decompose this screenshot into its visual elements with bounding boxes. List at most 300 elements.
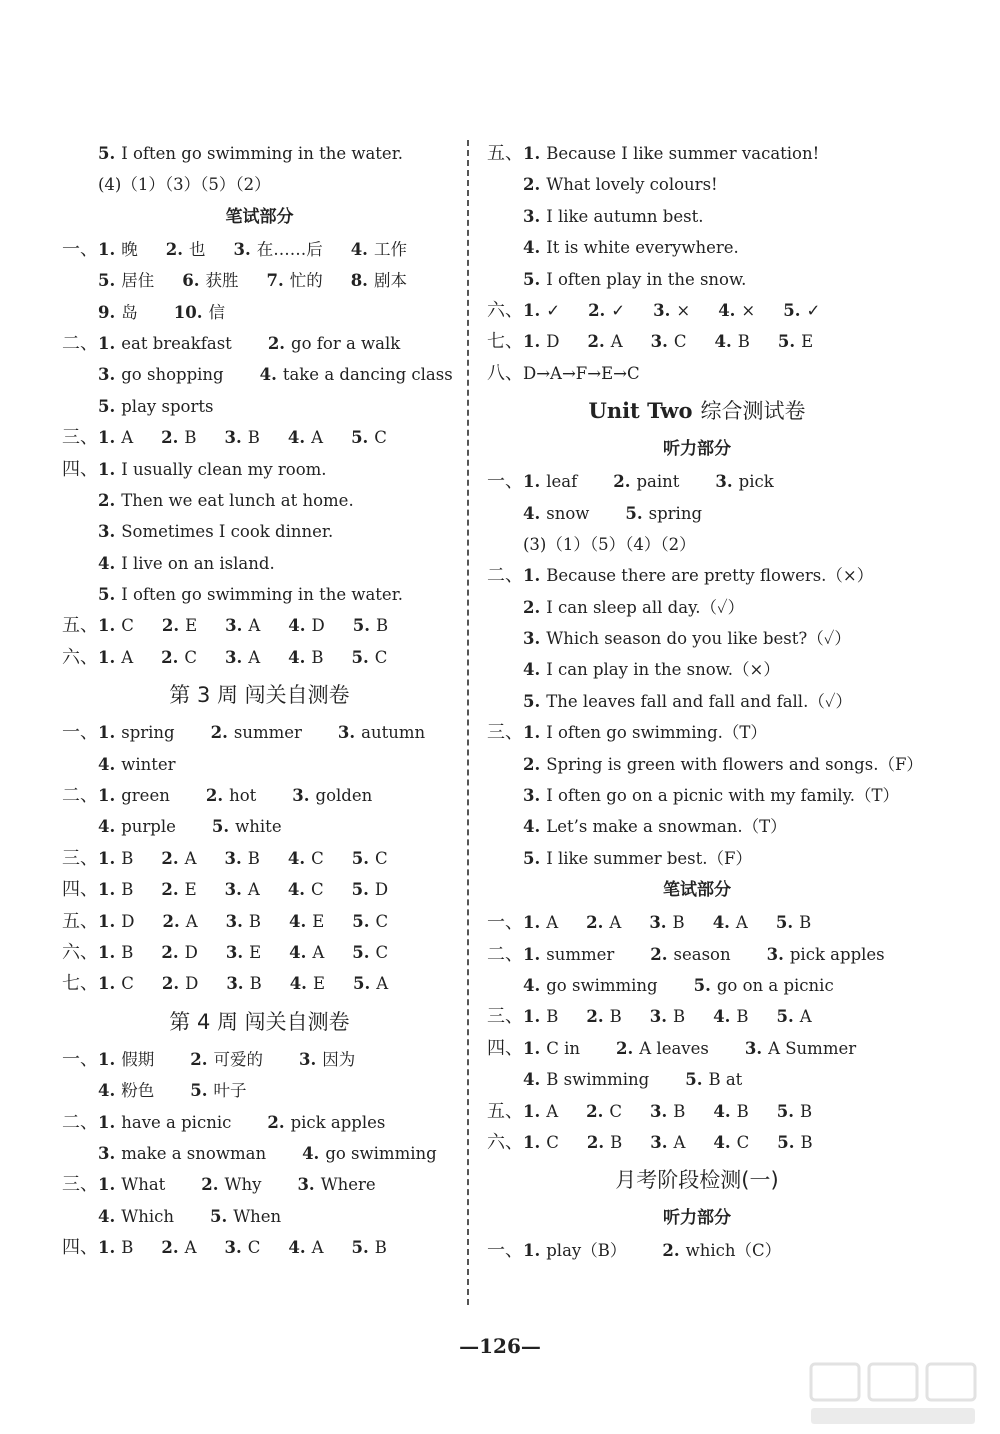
answer-item: [297, 1169, 375, 1200]
answer-item: [201, 1169, 261, 1200]
answer-text: go swimming: [546, 975, 658, 995]
item-number: 3.: [523, 629, 541, 649]
answer-line: [487, 295, 907, 326]
answer-text: ×: [676, 300, 691, 320]
answer-item: [653, 295, 690, 326]
item-number: 2.: [161, 974, 180, 994]
answer-item: [98, 138, 403, 169]
section-heading: 听力部分: [663, 1208, 731, 1229]
answer-text: ✓: [806, 300, 821, 320]
test-title-text: 第 4 周 闯关自测卷: [169, 1009, 350, 1034]
section-label: 三、: [487, 722, 523, 744]
answer-item: [225, 843, 260, 874]
answer-item: [289, 937, 324, 968]
answer-text: C in: [546, 1038, 581, 1058]
answer-item: [777, 1096, 812, 1127]
answer-text: C: [184, 647, 198, 667]
answer-item: [718, 295, 755, 326]
answer-line: [62, 485, 457, 516]
answer-text: The leaves fall and fall and fall.（✓）: [546, 691, 852, 711]
answer-text: spring: [121, 723, 175, 743]
answer-item: [206, 780, 256, 811]
answer-line: [487, 529, 907, 560]
answer-text: ✓: [546, 300, 561, 320]
item-number: 1.: [523, 1101, 541, 1121]
answer-item: [226, 906, 261, 937]
answer-item: [161, 843, 196, 874]
answer-item: [523, 939, 614, 970]
answer-text: B: [800, 1101, 813, 1121]
item-number: 1.: [98, 647, 116, 667]
answer-text: eat breakfast: [121, 333, 232, 353]
answer-text: (4)（1）（3）（5）（2）: [98, 175, 271, 195]
answer-text: A: [311, 428, 324, 448]
section-label: 三、: [487, 1006, 523, 1028]
item-number: 2.: [161, 428, 179, 448]
answer-text: play（B）: [546, 1241, 627, 1261]
section-label: 四、: [62, 1237, 98, 1259]
answer-text: 晚: [121, 239, 138, 259]
answer-item: [98, 391, 213, 422]
answer-line: [487, 780, 907, 811]
answer-item: [161, 874, 196, 905]
answer-item: [166, 234, 206, 265]
answer-item: [98, 328, 232, 359]
answer-text: B: [546, 1007, 559, 1027]
answer-text: 忙的: [289, 271, 323, 291]
answer-item: [352, 843, 388, 874]
answer-text: I often go swimming in the water.: [121, 144, 404, 163]
answer-text: white: [235, 817, 282, 837]
section-label: 一、: [62, 1048, 98, 1070]
answer-text: 也: [188, 239, 206, 259]
section-label: 一、: [62, 238, 98, 260]
answer-text: go on a picnic: [716, 975, 834, 995]
answer-item: [713, 1001, 748, 1032]
watermark-logo: [807, 1360, 982, 1430]
item-number: 4.: [523, 660, 541, 680]
answer-text: D: [184, 942, 198, 962]
item-number: 1.: [98, 459, 116, 479]
answer-text: It is white everywhere.: [546, 238, 739, 258]
answer-item: [212, 811, 282, 842]
right-column: [487, 138, 923, 1267]
section-label: 二、: [62, 785, 98, 807]
answer-text: I can sleep all day.（✓）: [546, 597, 745, 617]
answer-text: A: [546, 1101, 559, 1121]
item-number: 2.: [523, 597, 541, 617]
item-number: 2.: [586, 913, 604, 933]
answer-item: [523, 1235, 626, 1266]
item-number: 5.: [98, 144, 116, 163]
answer-text: have a picnic: [121, 1112, 232, 1132]
item-number: 3.: [98, 1143, 116, 1163]
answer-item: [288, 642, 323, 673]
answer-line: [62, 138, 457, 169]
answer-item: [587, 1127, 622, 1158]
item-number: 1.: [98, 786, 116, 806]
answer-item: [351, 265, 407, 296]
answer-line: [62, 811, 457, 842]
answer-item: [268, 328, 400, 359]
answer-item: [650, 939, 730, 970]
section-label: 七、: [62, 973, 98, 995]
answer-text: pick apples: [290, 1112, 386, 1132]
answer-item: [226, 968, 261, 999]
answer-line: [487, 1064, 907, 1095]
answer-item: [586, 1096, 622, 1127]
answer-item: [523, 232, 739, 263]
item-number: 1.: [523, 144, 541, 163]
item-number: 3.: [337, 723, 356, 743]
answer-line: [487, 686, 907, 717]
item-number: 5.: [352, 942, 370, 962]
item-number: 3.: [649, 1007, 667, 1027]
answer-text: ✓: [611, 300, 626, 320]
answer-item: [98, 1138, 266, 1169]
section-label: 四、: [62, 458, 98, 480]
answer-item: [523, 358, 640, 389]
item-number: 1.: [98, 911, 116, 931]
item-number: 1.: [98, 723, 116, 743]
item-number: 1.: [523, 944, 541, 964]
answer-item: [523, 169, 718, 200]
answer-text: 因为: [322, 1049, 356, 1069]
answer-text: I often go swimming in the water.: [121, 585, 404, 605]
answer-text: 居住: [121, 271, 155, 291]
page-number-value: 126: [479, 1334, 521, 1358]
item-number: 3.: [233, 239, 251, 259]
test-title: [62, 673, 457, 717]
item-number: 5.: [777, 332, 796, 352]
item-number: 4.: [712, 913, 730, 933]
item-number: 5.: [352, 911, 370, 931]
item-number: 3.: [766, 944, 784, 964]
item-number: 3.: [744, 1038, 763, 1058]
item-number: 5.: [777, 1132, 795, 1152]
item-number: 3.: [224, 428, 242, 448]
answer-item: [98, 265, 154, 296]
answer-item: [299, 1044, 355, 1075]
answer-text: 获胜: [205, 271, 239, 291]
item-number: 5.: [211, 817, 230, 837]
answer-line: [62, 717, 457, 748]
answer-item: [523, 295, 560, 326]
answer-text: A Summer: [768, 1038, 857, 1058]
item-number: 2.: [586, 1132, 605, 1152]
answer-item: [190, 1075, 246, 1106]
answer-line: [62, 610, 457, 641]
answer-text: I often play in the snow.: [546, 269, 747, 289]
answer-item: [523, 623, 851, 654]
item-number: 4.: [259, 365, 277, 385]
item-number: 3.: [650, 1132, 668, 1152]
answer-item: [98, 749, 176, 780]
answer-text: winter: [121, 754, 176, 774]
item-number: 2.: [161, 848, 179, 868]
answer-line: [62, 749, 457, 780]
item-number: 5.: [351, 647, 369, 667]
test-title: [487, 1158, 907, 1202]
item-number: 4.: [288, 616, 306, 636]
answer-text: C: [374, 428, 387, 448]
answer-item: [288, 843, 324, 874]
answer-item: [98, 516, 333, 547]
item-number: 5.: [351, 428, 369, 448]
item-number: 1.: [523, 1038, 541, 1058]
answer-text: A: [185, 911, 198, 931]
answer-text: B: [737, 332, 750, 352]
answer-line: [487, 1096, 907, 1127]
item-number: 4.: [287, 848, 306, 868]
answer-item: [98, 359, 224, 390]
answer-item: [523, 907, 558, 938]
answer-item: [292, 780, 372, 811]
answer-text: E: [312, 911, 325, 931]
answer-text: B: [736, 1101, 749, 1121]
item-number: 2.: [613, 472, 631, 492]
item-number: 1.: [523, 1241, 541, 1261]
item-number: 2.: [210, 723, 228, 743]
answer-item: [523, 498, 589, 529]
answer-line: [62, 328, 457, 359]
item-number: 5.: [783, 300, 801, 320]
answer-line: [62, 265, 457, 296]
answer-text: hot: [229, 786, 257, 806]
item-number: 2.: [201, 1175, 219, 1195]
answer-line: [487, 939, 907, 970]
answer-item: [352, 906, 388, 937]
answer-item: [289, 906, 324, 937]
answer-item: [523, 686, 852, 717]
item-number: 1.: [98, 974, 116, 994]
item-number: 3.: [224, 1238, 242, 1258]
answer-text: Spring is green with flowers and songs.（F）: [546, 754, 923, 774]
answer-item: [713, 907, 748, 938]
answer-text: E: [249, 942, 262, 962]
answer-line: [487, 654, 907, 685]
answer-item: [523, 201, 703, 232]
answer-item: [288, 1232, 323, 1263]
answer-line: [62, 937, 457, 968]
answer-item: [651, 326, 687, 357]
answer-text: B: [248, 911, 261, 931]
answer-text: B: [311, 647, 324, 667]
answer-line: [62, 297, 457, 328]
answer-text: season: [673, 944, 731, 964]
answer-line: [487, 232, 907, 263]
answer-text: 工作: [373, 239, 407, 259]
answer-line: [487, 843, 907, 874]
item-number: 1.: [523, 913, 541, 933]
item-number: 3.: [225, 616, 243, 636]
answer-text: B: [799, 913, 812, 933]
answer-item: [233, 234, 322, 265]
item-number: 9.: [98, 302, 116, 322]
answer-item: [776, 907, 811, 938]
item-number: 2.: [161, 647, 179, 667]
answer-line: [487, 811, 907, 842]
answer-text: B: [121, 880, 134, 900]
section-label: 五、: [487, 143, 523, 164]
answer-text: pick: [738, 472, 774, 492]
item-number: 2.: [205, 786, 224, 806]
answer-item: [161, 642, 197, 673]
section-label: 三、: [62, 427, 98, 449]
answer-item: [260, 359, 453, 390]
answer-item: [715, 466, 773, 497]
item-number: 1.: [98, 333, 116, 353]
answer-text: snow: [546, 503, 590, 523]
answer-item: [98, 717, 175, 748]
answer-line: [62, 548, 457, 579]
answer-text: make a snowman: [121, 1143, 267, 1163]
answer-item: [225, 610, 260, 641]
answer-line: [62, 454, 457, 485]
answer-item: [98, 843, 133, 874]
answer-text: D: [546, 332, 560, 352]
answer-line: [487, 1001, 907, 1032]
answer-item: [190, 1044, 263, 1075]
answer-text: 假期: [121, 1049, 155, 1069]
answer-item: [98, 874, 133, 905]
item-number: 8.: [350, 271, 368, 291]
item-number: 2.: [161, 880, 179, 900]
answer-text: A: [184, 848, 197, 868]
item-number: 4.: [523, 238, 541, 258]
answer-line: [487, 1033, 907, 1064]
answer-line: [487, 169, 907, 200]
item-number: 4.: [523, 503, 541, 523]
answer-text: C: [374, 647, 388, 667]
item-number: 3.: [224, 848, 242, 868]
answer-text: A: [735, 913, 748, 933]
item-number: 4.: [713, 1132, 731, 1152]
test-title-text: 月考阶段检测(一): [615, 1168, 779, 1193]
item-number: 2.: [587, 332, 605, 352]
item-number: 5.: [523, 269, 541, 289]
answer-text: A: [247, 880, 260, 900]
answer-item: [523, 138, 819, 169]
answer-text: E: [185, 616, 198, 636]
answer-item: [523, 749, 923, 780]
item-number: 4.: [289, 911, 307, 931]
answer-text: 信: [208, 302, 225, 322]
item-number: 2.: [161, 616, 180, 636]
answer-line: [62, 422, 457, 453]
answer-item: [98, 906, 134, 937]
answer-item: [351, 422, 387, 453]
item-number: 1.: [98, 428, 116, 448]
item-number: 5.: [693, 975, 711, 995]
item-number: 5.: [685, 1070, 703, 1090]
answer-line: [487, 1235, 907, 1266]
item-number: 4.: [713, 1101, 731, 1121]
answer-text: Let’s make a snowman.（T）: [546, 817, 787, 837]
answer-text: 粉色: [121, 1081, 155, 1101]
answer-line: [487, 358, 907, 389]
answer-text: A: [673, 1132, 686, 1152]
answer-item: [98, 1201, 174, 1232]
answer-text: go for a walk: [291, 333, 401, 353]
answer-text: B: [121, 942, 134, 962]
item-number: 3.: [298, 1049, 317, 1069]
answer-text: What: [121, 1175, 166, 1195]
answer-line: [62, 579, 457, 610]
answer-item: [352, 874, 388, 905]
answer-item: [650, 1127, 685, 1158]
answer-item: [650, 1096, 685, 1127]
item-number: 3.: [226, 974, 244, 994]
section-heading: 听力部分: [663, 439, 731, 460]
answer-item: [98, 1075, 154, 1106]
answer-text: 在……后: [256, 239, 323, 259]
answer-line: [487, 592, 907, 623]
answer-item: [98, 937, 133, 968]
answer-text: C: [311, 880, 324, 900]
answer-text: B: [376, 616, 389, 636]
answer-text: A: [248, 647, 261, 667]
answer-item: [225, 874, 260, 905]
item-number: 2.: [616, 1038, 634, 1058]
item-number: 5.: [98, 271, 116, 291]
column-divider: [467, 140, 469, 1305]
answer-item: [694, 970, 834, 1001]
answer-item: [523, 654, 780, 685]
answer-item: [777, 1001, 812, 1032]
answer-text: Because I like summer vacation!: [546, 144, 820, 163]
answer-text: take a dancing class: [282, 365, 453, 385]
item-number: 5.: [523, 848, 541, 868]
answer-text: paint: [636, 472, 680, 492]
item-number: 3.: [653, 300, 671, 320]
answer-item: [98, 454, 327, 485]
answer-text: A: [248, 616, 261, 636]
item-number: 1.: [98, 942, 116, 962]
item-number: 4.: [302, 1143, 320, 1163]
item-number: 2.: [586, 1007, 604, 1027]
item-number: 1.: [523, 1132, 541, 1152]
answer-text: When: [233, 1206, 282, 1226]
answer-item: [777, 1127, 812, 1158]
section-label: 二、: [487, 565, 523, 587]
answer-text: B: [121, 1238, 134, 1258]
answer-text: A: [610, 332, 623, 352]
answer-text: E: [184, 880, 197, 900]
answer-item: [98, 422, 133, 453]
answer-text: (3)（1）（5）（4）（2）: [523, 534, 696, 554]
item-number: 5.: [775, 913, 794, 933]
item-number: 1.: [98, 1175, 116, 1195]
answer-item: [745, 1033, 856, 1064]
answer-text: A: [311, 1238, 324, 1258]
item-number: 2.: [161, 942, 179, 962]
item-number: 3.: [650, 332, 668, 352]
answer-item: [161, 1232, 196, 1263]
answer-item: [649, 907, 684, 938]
item-number: 4.: [98, 1206, 116, 1226]
answer-line: [62, 874, 457, 905]
item-number: 5.: [351, 880, 369, 900]
answer-text: C: [375, 848, 388, 868]
answer-item: [713, 1127, 749, 1158]
answer-line: [487, 326, 907, 357]
answer-text: I can play in the snow.（×）: [546, 660, 780, 680]
answer-item: [714, 326, 749, 357]
answer-item: [162, 610, 197, 641]
answer-text: autumn: [361, 723, 426, 743]
answer-line: [62, 1232, 457, 1263]
